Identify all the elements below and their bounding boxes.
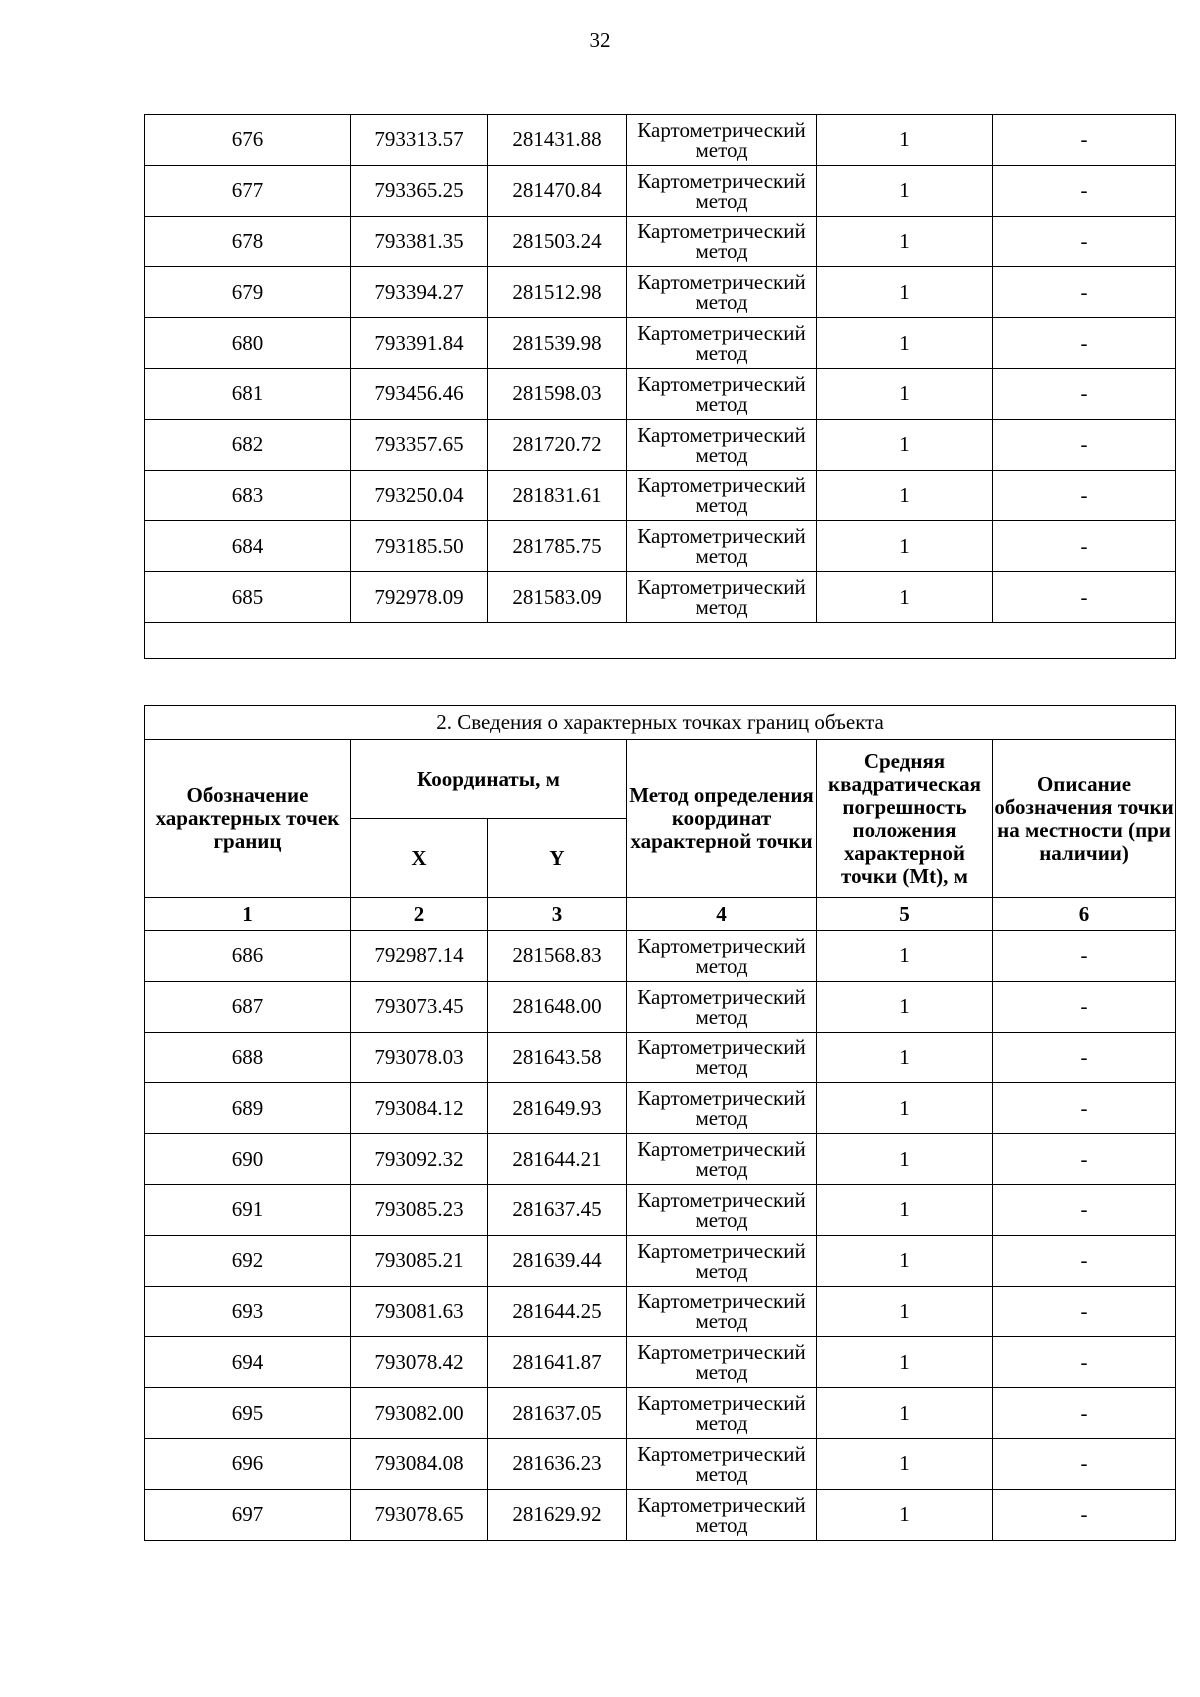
point-cell: 681 <box>145 368 351 419</box>
method-text: метод <box>695 1411 748 1436</box>
point-cell: 677 <box>145 165 351 216</box>
error-cell: 1 <box>817 1032 993 1083</box>
x-coordinate-cell: 793078.03 <box>351 1032 488 1083</box>
y-coordinate-cell: 281539.98 <box>488 318 627 369</box>
table-row <box>145 165 1176 216</box>
x-coordinate-cell: 793081.63 <box>351 1286 488 1337</box>
point-cell: 692 <box>145 1235 351 1286</box>
description-cell: - <box>993 419 1176 470</box>
description-cell: - <box>993 1083 1176 1134</box>
point-cell: 690 <box>145 1134 351 1185</box>
method-text: Картометрический <box>637 117 806 142</box>
method-text: Картометрический <box>637 984 806 1009</box>
method-text: метод <box>695 953 748 978</box>
description-cell: - <box>993 318 1176 369</box>
table-row <box>145 1438 1176 1489</box>
method-text: Картометрический <box>637 422 806 447</box>
method-text: метод <box>695 341 748 366</box>
method-text: метод <box>695 391 748 416</box>
table-row <box>145 1032 1176 1083</box>
table-row <box>145 368 1176 419</box>
x-coordinate-cell: 793073.45 <box>351 981 488 1032</box>
error-cell: 1 <box>817 165 993 216</box>
y-coordinate-cell: 281639.44 <box>488 1235 627 1286</box>
description-cell: - <box>993 1032 1176 1083</box>
y-coordinate-cell: 281512.98 <box>488 267 627 318</box>
y-coordinate-cell: 281644.25 <box>488 1286 627 1337</box>
method-text: Картометрический <box>637 1340 806 1365</box>
method-text: Картометрический <box>637 321 806 346</box>
description-cell: - <box>993 1286 1176 1337</box>
y-coordinate-cell: 281643.58 <box>488 1032 627 1083</box>
method-cell <box>627 1286 817 1337</box>
error-cell: 1 <box>817 931 993 982</box>
method-text: Картометрический <box>637 575 806 600</box>
method-cell <box>627 1337 817 1388</box>
point-cell: 682 <box>145 419 351 470</box>
error-cell: 1 <box>817 216 993 267</box>
point-cell: 686 <box>145 931 351 982</box>
column-number: 5 <box>817 898 993 931</box>
x-coordinate-cell: 793456.46 <box>351 368 488 419</box>
description-cell: - <box>993 1388 1176 1439</box>
method-text: Картометрический <box>637 1035 806 1060</box>
point-cell: 688 <box>145 1032 351 1083</box>
table-row <box>145 1337 1176 1388</box>
method-cell <box>627 470 817 521</box>
point-cell: 685 <box>145 572 351 623</box>
method-cell <box>627 1438 817 1489</box>
description-cell: - <box>993 1337 1176 1388</box>
header-y: Y <box>488 819 627 898</box>
method-text: метод <box>695 1157 748 1182</box>
method-text: метод <box>695 1106 748 1131</box>
method-text: Картометрический <box>637 1238 806 1263</box>
error-cell: 1 <box>817 1286 993 1337</box>
table-title: 2. Сведения о характерных точках границ объекта <box>145 706 1176 740</box>
method-text: метод <box>695 442 748 467</box>
method-cell <box>627 931 817 982</box>
method-text: метод <box>695 1258 748 1283</box>
x-coordinate-cell: 793082.00 <box>351 1388 488 1439</box>
method-text: метод <box>695 137 748 162</box>
page-number: 32 <box>589 28 611 52</box>
method-text: метод <box>695 1512 748 1537</box>
description-cell: - <box>993 931 1176 982</box>
table-body <box>145 931 1176 1541</box>
y-coordinate-cell: 281785.75 <box>488 521 627 572</box>
x-coordinate-cell: 792987.14 <box>351 931 488 982</box>
y-coordinate-cell: 281637.45 <box>488 1184 627 1235</box>
error-cell: 1 <box>817 267 993 318</box>
column-number: 3 <box>488 898 627 931</box>
x-coordinate-cell: 793365.25 <box>351 165 488 216</box>
method-cell <box>627 368 817 419</box>
error-cell: 1 <box>817 115 993 166</box>
error-cell: 1 <box>817 318 993 369</box>
column-numbers-row <box>145 898 1176 931</box>
point-cell: 691 <box>145 1184 351 1235</box>
method-text: метод <box>695 1360 748 1385</box>
x-coordinate-cell: 793394.27 <box>351 267 488 318</box>
x-coordinate-cell: 793250.04 <box>351 470 488 521</box>
method-cell <box>627 216 817 267</box>
method-text: Картометрический <box>637 1391 806 1416</box>
method-cell <box>627 1083 817 1134</box>
error-cell: 1 <box>817 470 993 521</box>
x-coordinate-cell: 792978.09 <box>351 572 488 623</box>
x-coordinate-cell: 793084.12 <box>351 1083 488 1134</box>
description-cell: - <box>993 368 1176 419</box>
table-row <box>145 216 1176 267</box>
method-text: метод <box>695 1055 748 1080</box>
method-text: Картометрический <box>637 1137 806 1162</box>
method-cell <box>627 1134 817 1185</box>
empty-cell <box>145 622 1176 658</box>
method-cell <box>627 1235 817 1286</box>
y-coordinate-cell: 281648.00 <box>488 981 627 1032</box>
x-coordinate-cell: 793078.65 <box>351 1489 488 1540</box>
method-text: Картометрический <box>637 1289 806 1314</box>
error-cell: 1 <box>817 1489 993 1540</box>
x-coordinate-cell: 793391.84 <box>351 318 488 369</box>
header-description: Описание обозначения точки на местности (при наличии) <box>993 740 1176 898</box>
table-row <box>145 1184 1176 1235</box>
y-coordinate-cell: 281637.05 <box>488 1388 627 1439</box>
table-row <box>145 572 1176 623</box>
description-cell: - <box>993 216 1176 267</box>
table-row <box>145 1489 1176 1540</box>
method-text: метод <box>695 544 748 569</box>
table-row <box>145 1083 1176 1134</box>
table-row <box>145 267 1176 318</box>
y-coordinate-cell: 281431.88 <box>488 115 627 166</box>
point-cell: 687 <box>145 981 351 1032</box>
x-coordinate-cell: 793085.23 <box>351 1184 488 1235</box>
table-title-row <box>145 706 1176 740</box>
table-body <box>145 115 1176 659</box>
x-coordinate-cell: 793381.35 <box>351 216 488 267</box>
y-coordinate-cell: 281583.09 <box>488 572 627 623</box>
method-text: Картометрический <box>637 1492 806 1517</box>
y-coordinate-cell: 281568.83 <box>488 931 627 982</box>
method-text: Картометрический <box>637 473 806 498</box>
method-cell <box>627 1388 817 1439</box>
table-row <box>145 419 1176 470</box>
header-row <box>145 740 1176 819</box>
method-text: метод <box>695 1004 748 1029</box>
method-cell <box>627 419 817 470</box>
x-coordinate-cell: 793185.50 <box>351 521 488 572</box>
point-cell: 680 <box>145 318 351 369</box>
method-text: Картометрический <box>637 1086 806 1111</box>
method-cell <box>627 981 817 1032</box>
x-coordinate-cell: 793313.57 <box>351 115 488 166</box>
method-text: метод <box>695 595 748 620</box>
method-text: Картометрический <box>637 524 806 549</box>
y-coordinate-cell: 281636.23 <box>488 1438 627 1489</box>
table-row <box>145 115 1176 166</box>
description-cell: - <box>993 1438 1176 1489</box>
method-cell <box>627 1032 817 1083</box>
boundary-points-table <box>144 705 1176 1541</box>
x-coordinate-cell: 793357.65 <box>351 419 488 470</box>
point-cell: 689 <box>145 1083 351 1134</box>
table-row <box>145 931 1176 982</box>
column-number: 6 <box>993 898 1176 931</box>
error-cell: 1 <box>817 1184 993 1235</box>
error-cell: 1 <box>817 1083 993 1134</box>
y-coordinate-cell: 281629.92 <box>488 1489 627 1540</box>
method-text: метод <box>695 239 748 264</box>
method-cell <box>627 115 817 166</box>
method-text: метод <box>695 1309 748 1334</box>
point-cell: 695 <box>145 1388 351 1439</box>
error-cell: 1 <box>817 1134 993 1185</box>
y-coordinate-cell: 281720.72 <box>488 419 627 470</box>
empty-row <box>145 622 1176 658</box>
method-cell <box>627 1489 817 1540</box>
y-coordinate-cell: 281598.03 <box>488 368 627 419</box>
method-text: Картометрический <box>637 270 806 295</box>
error-cell: 1 <box>817 1388 993 1439</box>
method-text: метод <box>695 1461 748 1486</box>
description-cell: - <box>993 1489 1176 1540</box>
method-text: Картометрический <box>637 933 806 958</box>
method-cell <box>627 521 817 572</box>
table-row <box>145 1388 1176 1439</box>
error-cell: 1 <box>817 981 993 1032</box>
column-number: 4 <box>627 898 817 931</box>
x-coordinate-cell: 793092.32 <box>351 1134 488 1185</box>
method-text: Картометрический <box>637 168 806 193</box>
point-cell: 694 <box>145 1337 351 1388</box>
table-row <box>145 981 1176 1032</box>
point-cell: 693 <box>145 1286 351 1337</box>
method-text: Картометрический <box>637 371 806 396</box>
point-cell: 678 <box>145 216 351 267</box>
method-text: метод <box>695 1207 748 1232</box>
error-cell: 1 <box>817 1337 993 1388</box>
y-coordinate-cell: 281470.84 <box>488 165 627 216</box>
method-cell <box>627 1184 817 1235</box>
method-cell <box>627 267 817 318</box>
table-row <box>145 1134 1176 1185</box>
description-cell: - <box>993 981 1176 1032</box>
header-method: Метод определения координат характерной точки <box>627 740 817 898</box>
description-cell: - <box>993 1184 1176 1235</box>
table-row <box>145 318 1176 369</box>
table-row <box>145 470 1176 521</box>
error-cell: 1 <box>817 1438 993 1489</box>
method-cell <box>627 572 817 623</box>
description-cell: - <box>993 165 1176 216</box>
x-coordinate-cell: 793078.42 <box>351 1337 488 1388</box>
y-coordinate-cell: 281644.21 <box>488 1134 627 1185</box>
point-cell: 679 <box>145 267 351 318</box>
y-coordinate-cell: 281649.93 <box>488 1083 627 1134</box>
method-text: метод <box>695 493 748 518</box>
table-row <box>145 1286 1176 1337</box>
description-cell: - <box>993 470 1176 521</box>
boundary-points-table-continued <box>144 114 1176 659</box>
description-cell: - <box>993 115 1176 166</box>
error-cell: 1 <box>817 1235 993 1286</box>
column-number: 1 <box>145 898 351 931</box>
error-cell: 1 <box>817 419 993 470</box>
description-cell: - <box>993 521 1176 572</box>
description-cell: - <box>993 572 1176 623</box>
method-cell <box>627 165 817 216</box>
column-number: 2 <box>351 898 488 931</box>
x-coordinate-cell: 793085.21 <box>351 1235 488 1286</box>
method-text: метод <box>695 188 748 213</box>
x-coordinate-cell: 793084.08 <box>351 1438 488 1489</box>
header-point-designation: Обозначение характерных точек границ <box>145 740 351 898</box>
table-row <box>145 1235 1176 1286</box>
description-cell: - <box>993 1235 1176 1286</box>
header-x: X <box>351 819 488 898</box>
description-cell: - <box>993 267 1176 318</box>
table-row <box>145 521 1176 572</box>
header-coordinates: Координаты, м <box>351 740 627 819</box>
error-cell: 1 <box>817 521 993 572</box>
point-cell: 684 <box>145 521 351 572</box>
method-cell <box>627 318 817 369</box>
y-coordinate-cell: 281641.87 <box>488 1337 627 1388</box>
point-cell: 696 <box>145 1438 351 1489</box>
y-coordinate-cell: 281831.61 <box>488 470 627 521</box>
method-text: Картометрический <box>637 1187 806 1212</box>
header-error: Средняя квадратическая погрешность положения характерной точки (Mt), м <box>817 740 993 898</box>
point-cell: 683 <box>145 470 351 521</box>
error-cell: 1 <box>817 572 993 623</box>
method-text: Картометрический <box>637 1441 806 1466</box>
method-text: метод <box>695 290 748 315</box>
point-cell: 697 <box>145 1489 351 1540</box>
method-text: Картометрический <box>637 219 806 244</box>
y-coordinate-cell: 281503.24 <box>488 216 627 267</box>
point-cell: 676 <box>145 115 351 166</box>
error-cell: 1 <box>817 368 993 419</box>
description-cell: - <box>993 1134 1176 1185</box>
